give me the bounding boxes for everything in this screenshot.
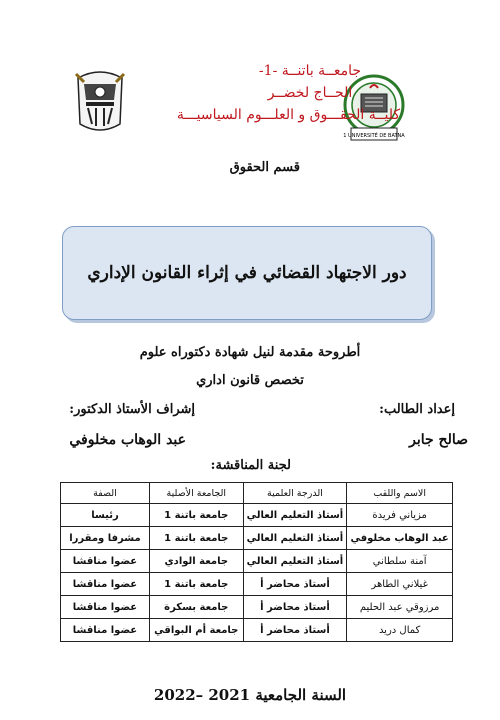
svg-text:1 UNIVERSITÉ DE BATNA: 1 UNIVERSITÉ DE BATNA xyxy=(343,133,405,139)
column-header: الجامعة الأصلية xyxy=(149,483,243,504)
supervisor-name: عبد الوهاب مخلوفي xyxy=(69,432,186,448)
title-box xyxy=(62,226,432,320)
table-row xyxy=(61,550,453,573)
thesis-title: دور الاجتهاد القضائي في إثراء القانون الإداري xyxy=(87,263,407,283)
table-cell: مزياني فريدة xyxy=(347,504,453,527)
table-cell: رئيسا xyxy=(61,504,150,527)
student-name: صالح جابر xyxy=(409,432,468,448)
university-line: جامعــة باتنــة -1- xyxy=(258,63,362,79)
table-cell: أستاذ محاضر أ xyxy=(243,619,347,642)
table-cell: عبد الوهاب مخلوفي xyxy=(347,527,453,550)
table-row xyxy=(61,573,453,596)
column-header: الاسم واللقب xyxy=(347,483,453,504)
university-name-line: الحــاج لخضــر xyxy=(267,85,353,101)
column-header: الصفة xyxy=(61,483,150,504)
table-row xyxy=(61,596,453,619)
table-cell: مشرفا ومقررا xyxy=(61,527,150,550)
university-emblem-icon xyxy=(74,68,126,136)
table-cell: جامعة أم البواقي xyxy=(149,619,243,642)
table-cell: جامعة الوادي xyxy=(149,550,243,573)
table-row xyxy=(61,619,453,642)
table-cell: مرزوقي عبد الحليم xyxy=(347,596,453,619)
table-cell: عضوا مناقشا xyxy=(61,550,150,573)
table-cell: غيلاني الطاهر xyxy=(347,573,453,596)
faculty-line: كليــة الحقـــوق و العلـــوم السياسيـــة xyxy=(176,107,400,123)
table-row xyxy=(61,504,453,527)
table-cell: كمال دريد xyxy=(347,619,453,642)
table-header-row xyxy=(61,483,453,504)
department-label: قسم الحقوق xyxy=(229,160,300,175)
supervisor-label: إشراف الأستاذ الدكتور: xyxy=(69,402,195,417)
table-cell: عضوا مناقشا xyxy=(61,619,150,642)
table-cell: جامعة باتنة 1 xyxy=(149,527,243,550)
table-cell: أستاذ محاضر أ xyxy=(243,596,347,619)
table-cell: جامعة باتنة 1 xyxy=(149,504,243,527)
prepared-by-label: إعداد الطالب: xyxy=(379,402,455,417)
column-header: الدرجة العلمية xyxy=(243,483,347,504)
university-header xyxy=(176,60,400,126)
committee-table xyxy=(60,482,453,642)
table-cell: أستاذ التعليم العالي xyxy=(243,504,347,527)
specialty-line: تخصص قانون اداري xyxy=(196,373,304,388)
table-cell: أستاذ محاضر أ xyxy=(243,573,347,596)
table-cell: أستاذ التعليم العالي xyxy=(243,527,347,550)
table-cell: جامعة باتنة 1 xyxy=(149,573,243,596)
table-cell: عضوا مناقشا xyxy=(61,596,150,619)
table-cell: جامعة بسكرة xyxy=(149,596,243,619)
table-cell: عضوا مناقشا xyxy=(61,573,150,596)
table-row xyxy=(61,527,453,550)
committee-title: لجنة المناقشة: xyxy=(210,458,291,473)
table-cell: آمنة سلطاني xyxy=(347,550,453,573)
table-cell: أستاذ التعليم العالي xyxy=(243,550,347,573)
degree-line: أطروحة مقدمة لنيل شهادة دكتوراه علوم xyxy=(139,345,361,360)
academic-year: السنة الجامعية 2021 –2022 xyxy=(153,686,347,704)
